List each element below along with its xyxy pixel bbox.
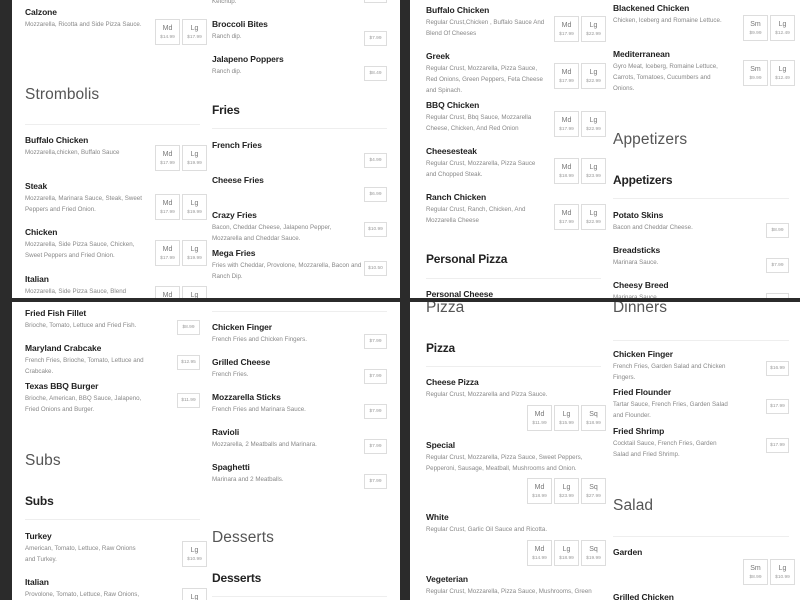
price-option-md[interactable]: Md $18.99 [527,478,552,504]
menu-item[interactable] [25,343,200,377]
menu-item[interactable] [212,175,387,197]
item-description: Brioche, Tomato, Lettuce and Fried Fish. [25,322,137,329]
price-option-lg[interactable]: Lg $23.99 [554,478,579,504]
price-option-md[interactable]: Md $14.99 [527,540,552,566]
price-group [155,19,207,45]
price-tag[interactable]: $7.99 [766,258,789,273]
item-description: Marinara and 2 Meatballs. [212,476,284,483]
price-option-sq[interactable]: Sq $18.99 [581,405,606,431]
menu-item[interactable] [613,3,790,36]
menu-item[interactable] [25,577,200,600]
price-option-md[interactable]: Md $17.99 [554,111,579,137]
item-name: Mozzarella Sticks [212,392,281,402]
price-tag[interactable]: $16.99 [766,361,789,376]
price-option-lg[interactable]: Lg $17.99 [182,19,207,45]
item-description: Ranch dip. [212,68,242,75]
item-description: Regular Crust, Mozzarella and Pizza Sauce. [426,391,548,398]
price-group [155,286,207,298]
section-title-appetizers: Appetizers [613,173,673,187]
item-description: Bacon, Cheddar Cheese, Jalapeno Pepper, Mozzarella and Cheddar Sauce. [212,224,332,242]
menu-item[interactable] [613,349,789,383]
item-name: Italian [25,577,49,587]
price-group [527,478,606,504]
item-description: Cocktail Sauce, French Fries, Garden Salad and Fried Shrimp. [613,440,717,458]
price-option-sm[interactable]: Sm $8.99 [743,559,768,585]
item-description: French Fries and Marinara Sauce. [212,406,306,413]
item-description: Mozzarella,chicken, Buffalo Sauce [25,149,120,156]
price-option-md[interactable]: Md $17.99 [155,194,180,220]
item-name: BBQ Chicken [426,100,480,110]
divider [613,536,789,537]
price-tag[interactable]: $7.99 [364,404,387,419]
divider [25,519,200,520]
item-name: Blackened Chicken [613,3,690,13]
price-group [554,158,606,184]
item-description: Brioche, American, BBQ Sauce, Jalapeno, Fried Onions and Burger. [25,395,142,413]
price-option-sq[interactable]: Sq $19.99 [581,540,606,566]
price-option-lg[interactable]: Lg $19.99 [182,194,207,220]
price-option-lg[interactable]: Lg $10.99 [182,541,207,567]
item-name: Buffalo Chicken [426,5,490,15]
menu-item[interactable] [426,51,601,96]
divider [426,366,601,367]
menu-item[interactable] [212,462,387,485]
menu-item[interactable] [426,192,601,226]
menu-item[interactable] [212,54,387,77]
menu-item[interactable] [426,100,601,134]
item-name: Mega Fries [212,248,256,258]
price-group [554,204,606,230]
price-group [527,405,606,431]
item-name: Potato Skins [613,210,664,220]
price-option-md[interactable]: Md $17.99 [554,63,579,89]
price-option-lg[interactable]: Lg [182,286,207,298]
item-name: Calzone [25,7,57,17]
page-title-dinners: Dinners [613,302,668,316]
price-tag[interactable]: $10.99 [364,222,387,237]
price-option-md[interactable]: Md $17.99 [155,240,180,266]
price-tag[interactable]: $17.99 [766,399,789,414]
menu-item[interactable] [25,274,200,297]
page-title-desserts: Desserts [212,529,274,546]
price-tag[interactable]: $7.99 [364,474,387,489]
menu-item[interactable] [426,146,601,180]
item-name: Turkey [25,531,52,541]
price-option-lg[interactable]: Lg $19.99 [182,145,207,171]
item-name: Broccoli Bites [212,19,268,29]
price-option-sq[interactable]: Sq $27.99 [581,478,606,504]
price-group [155,240,207,266]
item-description: Regular Crust, Garlic Oil Sauce and Ricotta. [426,526,548,533]
price-option-lg[interactable]: Lg $12.49 [770,15,795,41]
price-option-lg[interactable]: Lg $15.99 [554,405,579,431]
price-option-lg[interactable]: Lg $18.99 [554,540,579,566]
item-description: Regular Crust, Bbq Sauce, Mozzarella Cheese, Chicken, And Red Onion [426,114,532,132]
item-name: French Fries [212,140,262,150]
menu-item[interactable] [613,426,789,460]
price-group [182,588,207,600]
price-group [155,194,207,220]
menu-tile-burgers-subs [12,302,400,600]
section-title-desserts: Desserts [212,571,262,585]
item-description: Mozzarella, Side Pizza Sauce, Chicken, Sweet Peppers and Fried Onion. [25,241,135,259]
price-tag[interactable]: $8.99 [177,320,200,335]
item-name: Grilled Cheese [212,357,271,367]
menu-item[interactable] [426,574,601,597]
page-title-pizza: Pizza [426,302,465,316]
price-group [743,15,795,41]
price-option-lg[interactable]: Lg $19.99 [182,240,207,266]
item-name: Crazy Fries [212,210,257,220]
price-group [554,16,606,42]
divider [212,311,387,312]
item-name: Fried Fish Fillet [25,308,87,318]
price-group [155,145,207,171]
item-description: Mozzarella, Marinara Sauce, Steak, Sweet Peppers and Fried Onion. [25,195,142,213]
price-option-lg[interactable]: Lg $22.99 [581,204,606,230]
item-description: Regular Crust, Mozzarella, Pizza Sauce and Chopped Steak. [426,160,536,178]
price-group [182,541,207,567]
item-name: Special [426,440,456,450]
price-group [527,540,606,566]
divider [613,340,789,341]
menu-item[interactable] [426,440,601,499]
item-description: Bacon and Cheddar Cheese. [613,224,693,231]
menu-item[interactable] [25,227,200,261]
item-name: Chicken Finger [212,322,273,332]
price-tag[interactable]: $7.99 [364,31,387,46]
menu-item[interactable] [613,387,789,421]
item-description: French Fries, Garden Salad and Chicken Fingers. [613,363,726,381]
price-option-sm[interactable]: Sm $9.99 [743,60,768,86]
price-tag[interactable]: $7.99 [364,334,387,349]
menu-item[interactable] [212,210,387,244]
price-option-lg[interactable]: Lg $22.99 [581,63,606,89]
item-name: Fried Flounder [613,387,672,397]
price-option-lg[interactable]: Lg [182,588,207,600]
item-name: Texas BBQ Burger [25,381,99,391]
item-name: Cheese Pizza [426,377,479,387]
item-name: Vegeterian [426,574,468,584]
page-title-appetizers: Appetizers [613,131,688,148]
item-name: Chicken [25,227,58,237]
menu-item[interactable] [212,19,387,42]
menu-tile-specialty-pizza-salads [410,0,800,298]
item-name: Chicken Finger [613,349,674,359]
page-title-salad: Salad [613,497,654,514]
item-description: Ketchup. [212,0,237,5]
price-option-md[interactable]: Md $18.99 [554,158,579,184]
menu-item[interactable] [613,49,789,94]
price-option-md[interactable]: Md $17.99 [554,204,579,230]
item-name: Jalapeno Poppers [212,54,284,64]
item-name: Breadsticks [613,245,661,255]
item-name: Ranch Chicken [426,192,487,202]
price-tag[interactable]: $17.99 [766,438,789,453]
section-title-subs: Subs [25,494,54,508]
item-description: French Fries, Brioche, Tomato, Lettuce and Crabcake. [25,357,144,375]
item-description: Marinara Sauce. [613,294,659,298]
item-description: Mozzarella, 2 Meatballs and Marinara. [212,441,317,448]
divider [212,596,387,597]
item-description: Regular Crust, Mozzarella, Pizza Sauce, Red Onions, Green Peppers, Feta Cheese and Spinach. [426,65,543,94]
item-name: Buffalo Chicken [25,135,89,145]
menu-item[interactable] [426,5,601,39]
item-description: American, Tomato, Lettuce, Raw Onions and Turkey. [25,545,136,563]
price-option-md[interactable]: Md $14.99 [155,19,180,45]
price-tag[interactable]: $8.49 [364,66,387,81]
item-description: Ranch dip. [212,33,242,40]
menu-item[interactable] [212,357,387,380]
item-description: Gyro Meat, Iceberg, Romaine Lettuce, Carrots, Tomatoes, Cucumbers and Onions. [613,63,718,92]
item-description: Provolone, Tomato, Lettuce, Raw Onions, [25,591,140,598]
price-group [554,63,606,89]
price-group [743,559,795,585]
item-name: Cheesy Breed [613,280,669,290]
item-name: Fried Shrimp [613,426,665,436]
item-description: Regular Crust, Mozzarella, Pizza Sauce, Sweet Peppers, Pepperoni, Sausage, Meatball, Mushrooms and Onion. [426,454,583,472]
price-option-lg[interactable]: Lg $22.99 [581,16,606,42]
menu-item[interactable] [212,322,387,345]
item-name: Garden [613,547,643,557]
price-option-md[interactable]: Md $17.99 [155,145,180,171]
item-name: Cheese Fries [212,175,264,185]
item-description: Regular Crust, Ranch, Chicken, And Mozzarella Cheese [426,206,526,224]
item-name: Spaghetti [212,462,250,472]
section-title-personal-pizza: Personal Pizza [426,252,508,266]
item-name: White [426,512,449,522]
item-name: Ravioli [212,427,240,437]
menu-item[interactable] [25,181,200,215]
divider [426,278,601,279]
price-group [743,60,795,86]
divider [613,198,789,199]
item-description: Chicken, Iceberg and Romaine Lettuce. [613,17,722,24]
item-name: Italian [25,274,49,284]
price-tag[interactable]: $7.99 [364,369,387,384]
menu-tile-strombolis-fries [12,0,400,298]
price-tag[interactable] [766,293,789,298]
price-option-lg[interactable]: Lg $12.49 [770,60,795,86]
divider [25,124,200,125]
price-option-lg[interactable]: Lg $23.99 [581,158,606,184]
item-description: Regular Crust,Chicken , Buffalo Sauce And Blend Of Cheeses [426,19,545,37]
price-option-lg[interactable]: Lg $10.99 [770,559,795,585]
price-option-lg[interactable]: Lg $22.99 [581,111,606,137]
menu-item[interactable] [212,427,387,450]
divider [212,128,387,129]
menu-item[interactable] [25,381,200,415]
item-description: Mozzarella, Ricotta and Side Pizza Sauce. [25,21,142,28]
menu-item[interactable] [25,531,200,565]
price-option-md[interactable]: Md $17.99 [554,16,579,42]
price-tag[interactable]: $7.99 [364,439,387,454]
item-name: Cheesesteak [426,146,477,156]
price-tag[interactable]: $11.99 [177,393,200,408]
menu-item[interactable] [613,245,789,268]
item-name: Greek [426,51,450,61]
price-tag[interactable]: $12.95 [177,355,200,370]
menu-item[interactable] [426,289,601,298]
page-title-subs: Subs [25,452,61,469]
item-name: Steak [25,181,48,191]
menu-item[interactable] [212,140,387,163]
menu-item[interactable] [613,280,789,298]
menu-item-calzone[interactable] [25,7,202,40]
price-group [554,111,606,137]
price-tag[interactable]: $4.99 [364,153,387,168]
menu-item[interactable] [212,392,387,415]
price-option-md[interactable]: Md [155,286,180,298]
menu-item[interactable] [25,135,202,166]
item-name: Personal Cheese [426,289,494,298]
price-tag[interactable]: $10.50 [364,261,387,276]
menu-item[interactable] [426,377,601,426]
menu-tile-pizza-dinners [410,302,800,600]
menu-item[interactable] [426,512,601,561]
menu-item[interactable] [25,308,200,331]
menu-item[interactable] [613,210,789,233]
item-description: Fries with Cheddar, Provolone, Mozzarella, Bacon and Ranch Dip. [212,262,362,280]
item-name: Mediterranean [613,49,670,59]
item-description: Regular Crust, Mozzarella, Pizza Sauce, Mushrooms, Green [426,588,592,595]
item-description: Marinara Sauce. [613,259,659,266]
page-title-strombolis: Strombolis [25,86,100,103]
item-description: Mozzarella, Side Pizza Sauce, Blend [25,288,127,295]
item-description: French Fries. [212,371,249,378]
item-description: French Fries and Chicken Fingers. [212,336,307,343]
price-option-sm[interactable]: Sm $9.99 [743,15,768,41]
menu-item[interactable] [613,547,790,580]
section-title-fries: Fries [212,103,240,117]
price-tag[interactable] [364,0,387,3]
item-description: Tartar Sauce, French Fries, Garden Salad and Flounder. [613,401,728,419]
price-tag[interactable]: $6.99 [364,187,387,202]
item-name: Maryland Crabcake [25,343,102,353]
menu-item[interactable] [212,248,387,282]
section-title-pizza: Pizza [426,341,456,355]
item-name: Grilled Chicken [613,592,674,600]
price-tag[interactable]: $8.99 [766,223,789,238]
menu-item-partial[interactable] [212,0,387,7]
menu-item[interactable] [613,592,789,600]
price-option-md[interactable]: Md $11.99 [527,405,552,431]
